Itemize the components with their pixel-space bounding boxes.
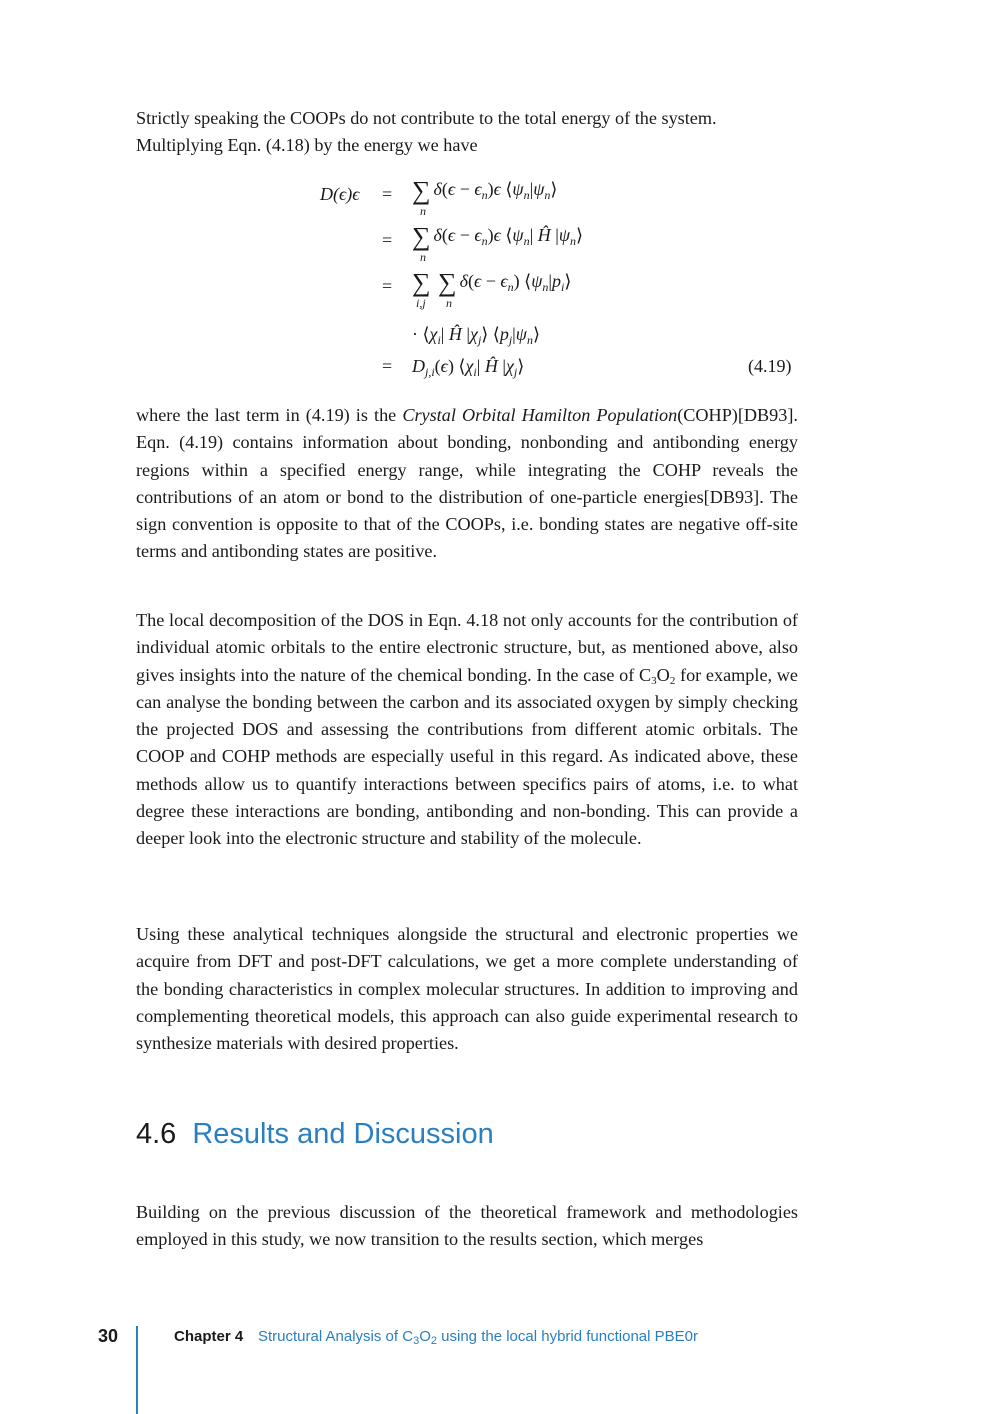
techniques-paragraph: Using these analytical techniques alongside the structural and electronic properties we acquire from DFT and post-DFT calculations, we get a more complete understanding of the bonding characteristics in complex molecular structures. In addition to improving and complementing theoretical models, this approach can also guide experimental research to synthesize materials with desired properties. [136, 924, 798, 1054]
footer-chapter-title: Structural Analysis of $C_3O_2$ using the local hybrid functional PBE0r [258, 1328, 698, 1347]
equation-lhs: D(ϵ)ϵ [320, 184, 360, 204]
footer-rule [136, 1326, 138, 1414]
cohp-emphasis: Crystal Orbital Hamilton Population [402, 405, 678, 425]
equation-line-4: · $⟨\chi_i|$ Ĥ $|\chi_j⟩$ $⟨p_j|\psi_n⟩$ [412, 324, 540, 347]
intro-paragraph [136, 105, 798, 160]
equation-line-2: ∑ n $\delta(\epsilon - \epsilon_n)\epsilon$ $⟨\psi_n|$ Ĥ $|\psi_n⟩$ [412, 222, 584, 264]
results-intro-paragraph: Building on the previous discussion of the theoretical framework and methodologies employed in this study, we now transition to the results section, which merges [136, 1202, 798, 1250]
equation-line-3: ∑ i,j ∑ n $\delta(\epsilon - \epsilon_n)$ $⟨\psi_n|p_i⟩$ [412, 268, 572, 310]
equation-line-5: $D_{j,i}(\epsilon)$ $⟨\chi_i|$ Ĥ $|\chi_j⟩$ [412, 356, 525, 379]
local-text-before: The local decomposition of the DOS in Eqn. 4.18 not only accounts for the contribution of individual atomic orbitals to the entire electronic structure, but, as mentioned above, also gives insights into the nature of the chemical bonding. In the case of [136, 610, 798, 685]
local-decomposition-paragraph [136, 607, 798, 853]
equation-equals-2: = [382, 230, 393, 250]
equation-equals-1: = [382, 184, 393, 204]
equation-equals-4: = [382, 356, 393, 376]
equation-number: (4.19) [748, 356, 792, 376]
intro-line-2: Multiplying Eqn. (4.18) by the energy we have [136, 135, 478, 156]
molecule-formula: $C_3O_2$ [639, 664, 676, 687]
section-heading [136, 1118, 494, 1151]
intro-line-1: Strictly speaking the COOPs do not contribute to the total energy of the system. [136, 108, 717, 128]
section-number: 4.6 [136, 1118, 177, 1150]
cohp-text-before: where the last term in (4.19) is the [136, 405, 403, 425]
page-number: 30 [98, 1326, 119, 1346]
equation-equals-3: = [382, 276, 393, 296]
cohp-paragraph [136, 402, 798, 566]
local-text-after: for example, we can analyse the bonding between the carbon and its associated oxygen by simply checking the projected DOS and assessing the contributions from different atomic orbitals. The COOP and COHP methods are especially useful in this regard. As indicated above, these methods allow us to quantify interactions between specifics pairs of atoms, i.e. to what degree these interactions are bonding, antibonding and non-bonding. This can provide a deeper look into the electronic structure and stability of the molecule. [136, 664, 798, 849]
section-title: Results and Discussion [192, 1118, 494, 1150]
cohp-text-after: (COHP)[DB93]. Eqn. (4.19) contains information about bonding, nonbonding and antibonding energy regions within a specified energy range, while integrating the COHP reveals the contributions of an atom or bond to the distribution of one-particle energies[DB93]. The sign convention is opposite to that of the COOPs, i.e. bonding states are negative off-site terms and antibonding states are positive. [136, 405, 798, 562]
footer-chapter-label: Chapter 4 [174, 1328, 244, 1345]
equation-line-1: ∑ n $\delta(\epsilon - \epsilon_n)\epsilon$ $⟨\psi_n|\psi_n⟩$ [412, 176, 558, 218]
